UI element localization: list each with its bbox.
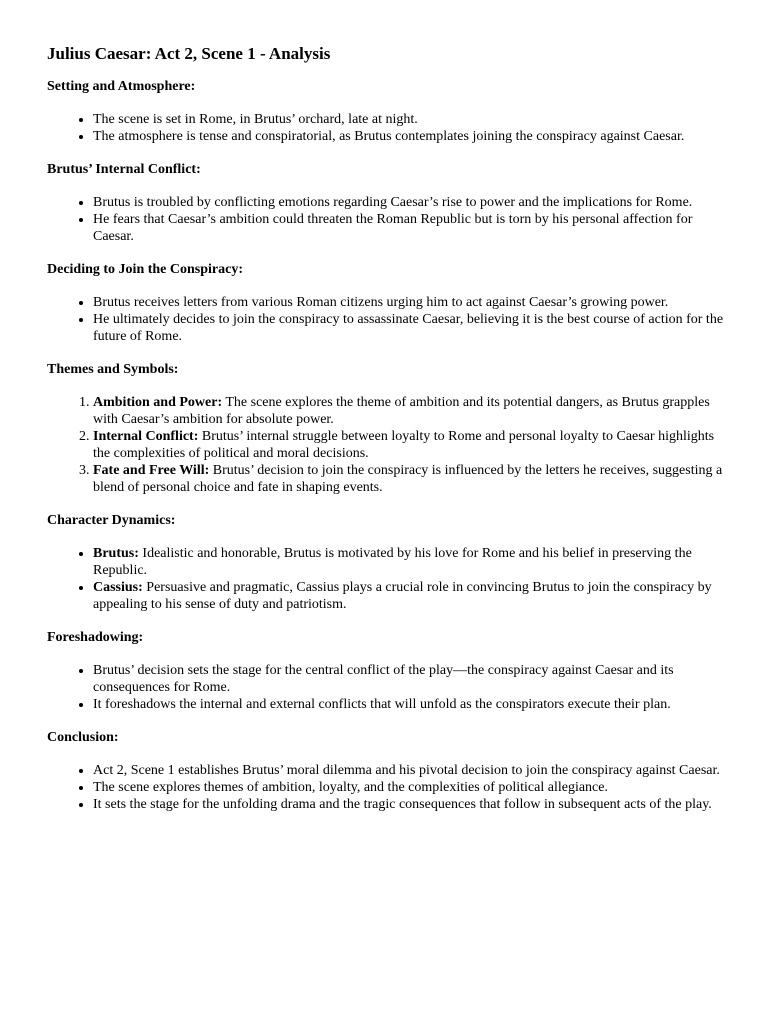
section-heading: Foreshadowing: xyxy=(47,630,144,645)
list-item xyxy=(93,128,728,145)
document-title: Julius Caesar: Act 2, Scene 1 - Analysis xyxy=(47,44,331,63)
list-item-text: It sets the stage for the unfolding drama and the tragic consequences that follow in subsequent acts of the play. xyxy=(93,797,712,812)
section-heading: Character Dynamics: xyxy=(47,513,176,528)
list-item-text: Brutus’ internal struggle between loyalty to Rome and personal loyalty to Caesar highlights the complexities of political and moral decisions. xyxy=(93,429,715,461)
section-heading: Deciding to Join the Conspiracy: xyxy=(47,262,243,277)
list-item xyxy=(93,428,728,462)
document-body xyxy=(47,78,728,813)
list-item-text: Idealistic and honorable, Brutus is motivated by his love for Rome and his belief in preserving the Republic. xyxy=(93,546,692,578)
bullet-list xyxy=(47,294,728,345)
list-item-text: Persuasive and pragmatic, Cassius plays a crucial role in convincing Brutus to join the conspiracy by appealing to his sense of duty and patriotism. xyxy=(93,580,712,612)
list-item xyxy=(93,194,728,211)
list-item xyxy=(93,662,728,696)
list-item-text: The atmosphere is tense and conspiratorial, as Brutus contemplates joining the conspiracy against Caesar. xyxy=(93,129,685,144)
list-item-text: Brutus’ decision to join the conspiracy is influenced by the letters he receives, suggesting a blend of personal choice and fate in shaping events. xyxy=(93,463,723,495)
list-item-text: He fears that Caesar’s ambition could threaten the Roman Republic but is torn by his personal affection for Caesar. xyxy=(93,212,693,244)
list-item xyxy=(93,796,728,813)
bullet-list xyxy=(47,662,728,713)
list-item-text: The scene explores the theme of ambition and its potential dangers, as Brutus grapples with Caesar’s ambition for absolute power. xyxy=(93,395,710,427)
list-item-text: The scene is set in Rome, in Brutus’ orchard, late at night. xyxy=(93,112,418,127)
list-item-text: It foreshadows the internal and external conflicts that will unfold as the conspirators execute their plan. xyxy=(93,697,671,712)
list-item-text: Brutus is troubled by conflicting emotions regarding Caesar’s rise to power and the implications for Rome. xyxy=(93,195,693,210)
section-heading: Brutus’ Internal Conflict: xyxy=(47,162,201,177)
list-item-text: Brutus receives letters from various Roman citizens urging him to act against Caesar’s growing power. xyxy=(93,295,669,310)
list-item xyxy=(93,111,728,128)
list-item xyxy=(93,779,728,796)
section-heading: Themes and Symbols: xyxy=(47,362,179,377)
bullet-list xyxy=(47,194,728,245)
list-item xyxy=(93,394,728,428)
list-item-lead: Cassius: xyxy=(93,580,143,595)
numbered-list xyxy=(47,394,728,496)
list-item-text: Act 2, Scene 1 establishes Brutus’ moral dilemma and his pivotal decision to join the conspiracy against Caesar. xyxy=(93,763,720,778)
list-item-lead: Internal Conflict: xyxy=(93,429,199,444)
list-item-lead: Ambition and Power: xyxy=(93,395,223,410)
list-item xyxy=(93,211,728,245)
list-item xyxy=(93,294,728,311)
list-item-text: The scene explores themes of ambition, loyalty, and the complexities of political allegiance. xyxy=(93,780,608,795)
list-item xyxy=(93,696,728,713)
list-item xyxy=(93,545,728,579)
list-item-text: He ultimately decides to join the conspiracy to assassinate Caesar, believing it is the best course of action for the future of Rome. xyxy=(93,312,724,344)
list-item-text: Brutus’ decision sets the stage for the central conflict of the play—the conspiracy against Caesar and its consequences for Rome. xyxy=(93,663,674,695)
list-item-lead: Fate and Free Will: xyxy=(93,463,210,478)
list-item-lead: Brutus: xyxy=(93,546,139,561)
bullet-list xyxy=(47,111,728,145)
section-heading: Conclusion: xyxy=(47,730,119,745)
list-item xyxy=(93,462,728,496)
bullet-list xyxy=(47,762,728,813)
list-item xyxy=(93,311,728,345)
bullet-list xyxy=(47,545,728,613)
list-item xyxy=(93,762,728,779)
section-heading: Setting and Atmosphere: xyxy=(47,79,196,94)
list-item xyxy=(93,579,728,613)
